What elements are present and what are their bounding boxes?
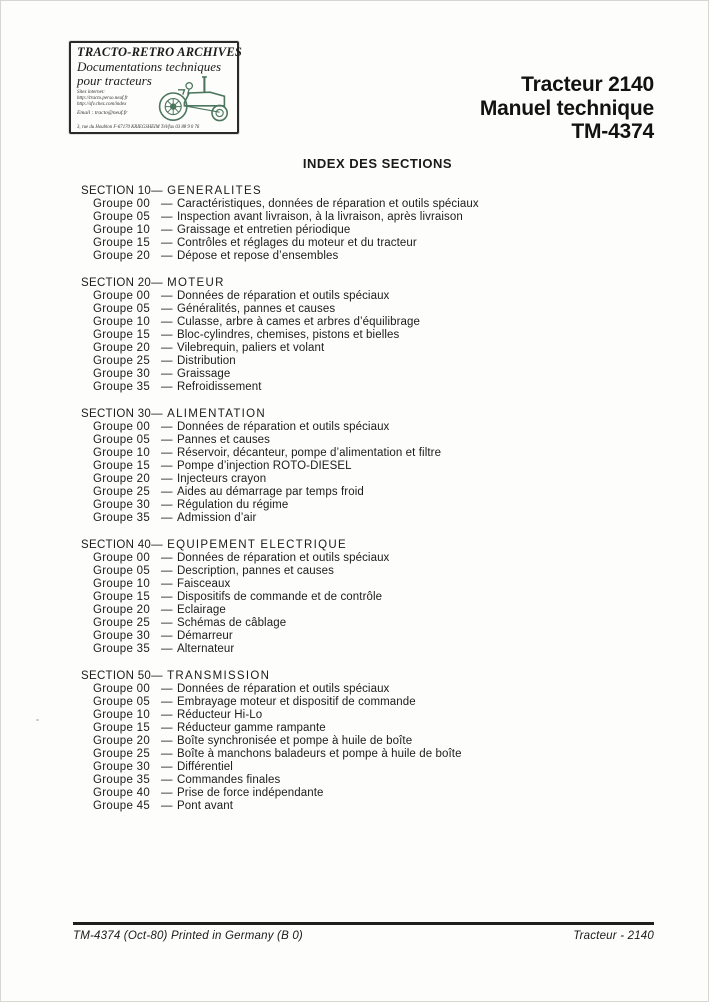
dash-separator: — xyxy=(161,578,173,590)
group-line xyxy=(93,342,668,355)
group-line-label: Groupe 15 xyxy=(93,722,151,734)
dash-separator: — xyxy=(161,709,173,721)
group-line-label: Groupe 00 xyxy=(93,421,151,433)
group-line-text: Embrayage moteur et dispositif de commande xyxy=(177,696,416,708)
group-line-text: Caractéristiques, données de réparation et outils spéciaux xyxy=(177,198,479,210)
group-line xyxy=(93,617,668,630)
group-line-text: Dépose et repose d’ensembles xyxy=(177,250,339,262)
group-line-label: Groupe 10 xyxy=(93,224,151,236)
group-line xyxy=(93,683,668,696)
group-line-label: Groupe 05 xyxy=(93,211,151,223)
group-line xyxy=(93,224,668,237)
group-line-text: Schémas de câblage xyxy=(177,617,287,629)
group-line-label: Groupe 05 xyxy=(93,565,151,577)
dash-separator: — xyxy=(161,329,173,341)
group-line-label: Groupe 10 xyxy=(93,578,151,590)
group-line xyxy=(93,460,668,473)
dash-separator: — xyxy=(161,342,173,354)
section-block xyxy=(81,185,668,263)
group-line-label: Groupe 30 xyxy=(93,630,151,642)
index-heading: INDEX DES SECTIONS xyxy=(302,156,453,171)
dash-separator: — xyxy=(151,670,163,682)
group-line xyxy=(93,800,668,813)
group-line xyxy=(93,211,668,224)
dash-separator: — xyxy=(161,617,173,629)
group-line xyxy=(93,499,668,512)
group-line xyxy=(93,643,668,656)
stamp-tagline-1: Documentations techniques xyxy=(77,59,222,74)
group-line xyxy=(93,552,668,565)
group-line-label: Groupe 15 xyxy=(93,237,151,249)
section-heading xyxy=(81,408,668,421)
group-line xyxy=(93,329,668,342)
section-heading-label: SECTION 40 xyxy=(81,539,152,551)
group-line xyxy=(93,303,668,316)
dash-separator: — xyxy=(161,250,173,262)
group-line xyxy=(93,761,668,774)
group-line-text: Données de réparation et outils spéciaux xyxy=(177,683,390,695)
group-line-text: Graissage et entretien périodique xyxy=(177,224,351,236)
group-line xyxy=(93,198,668,211)
group-line-label: Groupe 05 xyxy=(93,303,151,315)
group-line-label: Groupe 35 xyxy=(93,774,151,786)
group-line-label: Groupe 10 xyxy=(93,316,151,328)
dash-separator: — xyxy=(161,787,173,799)
group-line xyxy=(93,565,668,578)
stamp-site-url-1: http://tracto.perso.neuf.fr xyxy=(77,96,128,101)
group-line xyxy=(93,604,668,617)
group-line-label: Groupe 10 xyxy=(93,447,151,459)
group-line xyxy=(93,787,668,800)
dash-separator: — xyxy=(161,722,173,734)
dash-separator: — xyxy=(161,224,173,236)
group-line-text: Données de réparation et outils spéciaux xyxy=(177,552,390,564)
dash-separator: — xyxy=(161,355,173,367)
group-line-label: Groupe 00 xyxy=(93,683,151,695)
group-line-text: Réservoir, décanteur, pompe d’alimentation et filtre xyxy=(177,447,442,459)
group-line-label: Groupe 30 xyxy=(93,761,151,773)
group-line xyxy=(93,473,668,486)
dash-separator: — xyxy=(161,237,173,249)
footer xyxy=(73,930,654,942)
section-block xyxy=(81,539,668,656)
group-line-text: Données de réparation et outils spéciaux xyxy=(177,290,390,302)
dash-separator: — xyxy=(161,303,173,315)
dash-separator: — xyxy=(161,683,173,695)
archive-stamp xyxy=(69,41,243,134)
group-line xyxy=(93,748,668,761)
tractor-icon xyxy=(154,69,234,125)
group-line-text: Démarreur xyxy=(177,630,233,642)
group-line-text: Eclairage xyxy=(177,604,226,616)
dash-separator: — xyxy=(161,748,173,760)
dash-separator: — xyxy=(151,408,163,420)
group-line-text: Contrôles et réglages du moteur et du tracteur xyxy=(177,237,417,249)
group-line-label: Groupe 20 xyxy=(93,250,151,262)
dash-separator: — xyxy=(161,774,173,786)
dash-separator: — xyxy=(161,316,173,328)
group-line-label: Groupe 20 xyxy=(93,735,151,747)
group-line-text: Commandes finales xyxy=(177,774,281,786)
section-heading-label: SECTION 30 xyxy=(81,408,152,420)
dash-separator: — xyxy=(161,211,173,223)
group-line-text: Bloc-cylindres, chemises, pistons et bielles xyxy=(177,329,400,341)
dash-separator: — xyxy=(161,473,173,485)
group-line-text: Prise de force indépendante xyxy=(177,787,324,799)
index-sections-list xyxy=(81,185,668,827)
dash-separator: — xyxy=(161,499,173,511)
group-line-text: Dispositifs de commande et de contrôle xyxy=(177,591,383,603)
group-line xyxy=(93,290,668,303)
section-heading xyxy=(81,539,668,552)
group-line-text: Culasse, arbre à cames et arbres d’équilibrage xyxy=(177,316,421,328)
section-heading-text: TRANSMISSION xyxy=(167,670,271,682)
group-line-text: Réducteur gamme rampante xyxy=(177,722,326,734)
stamp-sites-label: Sites internet: xyxy=(77,90,105,95)
section-heading-text: ALIMENTATION xyxy=(167,408,266,420)
group-line-text: Boîte à manchons baladeurs et pompe à huile de boîte xyxy=(177,748,462,760)
dash-separator: — xyxy=(161,696,173,708)
section-heading xyxy=(81,277,668,290)
group-line-text: Réducteur Hi-Lo xyxy=(177,709,263,721)
group-line xyxy=(93,447,668,460)
stamp-title: TRACTO-RETRO ARCHIVES xyxy=(77,45,243,59)
dash-separator: — xyxy=(161,447,173,459)
group-line-label: Groupe 35 xyxy=(93,381,151,393)
footer-right-text: Tracteur - 2140 xyxy=(573,930,654,942)
section-block xyxy=(81,277,668,394)
group-line-text: Description, pannes et causes xyxy=(177,565,334,577)
group-line-text: Pompe d’injection ROTO-DIESEL xyxy=(177,460,352,472)
section-heading-label: SECTION 10 xyxy=(81,185,152,197)
section-block xyxy=(81,670,668,813)
section-heading-text: GENERALITES xyxy=(167,185,262,197)
group-line xyxy=(93,381,668,394)
dash-separator: — xyxy=(151,185,163,197)
group-line-text: Pont avant xyxy=(177,800,233,812)
group-line-label: Groupe 15 xyxy=(93,460,151,472)
dash-separator: — xyxy=(161,368,173,380)
group-line-label: Groupe 20 xyxy=(93,342,151,354)
group-line-label: Groupe 05 xyxy=(93,434,151,446)
footer-rule xyxy=(73,922,654,925)
dash-separator: — xyxy=(161,800,173,812)
group-line xyxy=(93,316,668,329)
section-block xyxy=(81,408,668,525)
group-line-label: Groupe 00 xyxy=(93,552,151,564)
dash-separator: — xyxy=(161,761,173,773)
title-number: TM-4374 xyxy=(571,120,654,143)
group-line xyxy=(93,486,668,499)
stamp-tagline-2: pour tracteurs xyxy=(77,72,152,88)
group-line-text: Inspection avant livraison, à la livraison, après livraison xyxy=(177,211,463,223)
group-line-label: Groupe 05 xyxy=(93,696,151,708)
group-line-label: Groupe 00 xyxy=(93,198,151,210)
group-line xyxy=(93,421,668,434)
group-line-label: Groupe 30 xyxy=(93,368,151,380)
group-line-text: Différentiel xyxy=(177,761,233,773)
group-line-label: Groupe 20 xyxy=(93,604,151,616)
group-line-label: Groupe 15 xyxy=(93,591,151,603)
group-line-label: Groupe 15 xyxy=(93,329,151,341)
group-line-text: Données de réparation et outils spéciaux xyxy=(177,421,390,433)
group-line xyxy=(93,434,668,447)
section-heading-text: MOTEUR xyxy=(167,277,225,289)
group-line-text: Boîte synchronisée et pompe à huile de boîte xyxy=(177,735,413,747)
group-line-label: Groupe 25 xyxy=(93,355,151,367)
dash-separator: — xyxy=(161,735,173,747)
section-heading-label: SECTION 50 xyxy=(81,670,152,682)
dash-separator: — xyxy=(161,512,173,524)
dash-separator: — xyxy=(161,460,173,472)
group-line-text: Aides au démarrage par temps froid xyxy=(177,486,364,498)
group-line-label: Groupe 25 xyxy=(93,486,151,498)
group-line-label: Groupe 25 xyxy=(93,617,151,629)
group-line-label: Groupe 35 xyxy=(93,512,151,524)
group-line-label: Groupe 20 xyxy=(93,473,151,485)
group-line-text: Admission d’air xyxy=(177,512,257,524)
group-line-label: Groupe 00 xyxy=(93,290,151,302)
group-line-text: Généralités, pannes et causes xyxy=(177,303,336,315)
dash-separator: — xyxy=(161,552,173,564)
group-line-label: Groupe 40 xyxy=(93,787,151,799)
dash-separator: — xyxy=(161,604,173,616)
title-model: Tracteur 2140 xyxy=(521,73,654,96)
group-line xyxy=(93,578,668,591)
dash-separator: — xyxy=(161,486,173,498)
group-line xyxy=(93,774,668,787)
group-line-label: Groupe 45 xyxy=(93,800,151,812)
group-line xyxy=(93,722,668,735)
group-line xyxy=(93,368,668,381)
group-line xyxy=(93,250,668,263)
section-heading xyxy=(81,670,668,683)
group-line xyxy=(93,237,668,250)
title-type: Manuel technique xyxy=(479,96,654,120)
group-line xyxy=(93,355,668,368)
document-title xyxy=(480,73,654,144)
group-line-text: Faisceaux xyxy=(177,578,231,590)
group-line-label: Groupe 25 xyxy=(93,748,151,760)
group-line xyxy=(93,709,668,722)
dash-separator: — xyxy=(161,421,173,433)
group-line-label: Groupe 10 xyxy=(93,709,151,721)
section-heading xyxy=(81,185,668,198)
group-line-label: Groupe 35 xyxy=(93,643,151,655)
footer-left-text: TM-4374 (Oct-80) Printed in Germany (B 0) xyxy=(73,930,303,942)
dash-separator: — xyxy=(161,565,173,577)
group-line-text: Refroidissement xyxy=(177,381,262,393)
stamp-email: Email : tracto@neuf.fr xyxy=(77,110,128,116)
section-heading-text: EQUIPEMENT ELECTRIQUE xyxy=(167,539,347,551)
group-line-text: Pannes et causes xyxy=(177,434,271,446)
stamp-site-url-2: http://sfv.chez.com/index xyxy=(77,102,127,107)
group-line xyxy=(93,735,668,748)
dash-separator: — xyxy=(161,434,173,446)
group-line-text: Distribution xyxy=(177,355,236,367)
group-line xyxy=(93,512,668,525)
scan-artifact-dot xyxy=(36,719,39,721)
group-line-text: Graissage xyxy=(177,368,231,380)
dash-separator: — xyxy=(151,539,163,551)
group-line xyxy=(93,591,668,604)
group-line xyxy=(93,696,668,709)
section-heading-label: SECTION 20 xyxy=(81,277,152,289)
group-line-label: Groupe 30 xyxy=(93,499,151,511)
stamp-address: 3, rue du Houblon F-67170 KRIEGSHEIM Tél/fax 03 88 9 0 76 xyxy=(77,125,200,130)
dash-separator: — xyxy=(161,381,173,393)
dash-separator: — xyxy=(161,630,173,642)
dash-separator: — xyxy=(161,290,173,302)
dash-separator: — xyxy=(151,277,163,289)
dash-separator: — xyxy=(161,198,173,210)
group-line xyxy=(93,630,668,643)
group-line-text: Vilebrequin, paliers et volant xyxy=(177,342,325,354)
group-line-text: Régulation du régime xyxy=(177,499,289,511)
dash-separator: — xyxy=(161,643,173,655)
group-line-text: Injecteurs crayon xyxy=(177,473,267,485)
group-line-text: Alternateur xyxy=(177,643,235,655)
dash-separator: — xyxy=(161,591,173,603)
